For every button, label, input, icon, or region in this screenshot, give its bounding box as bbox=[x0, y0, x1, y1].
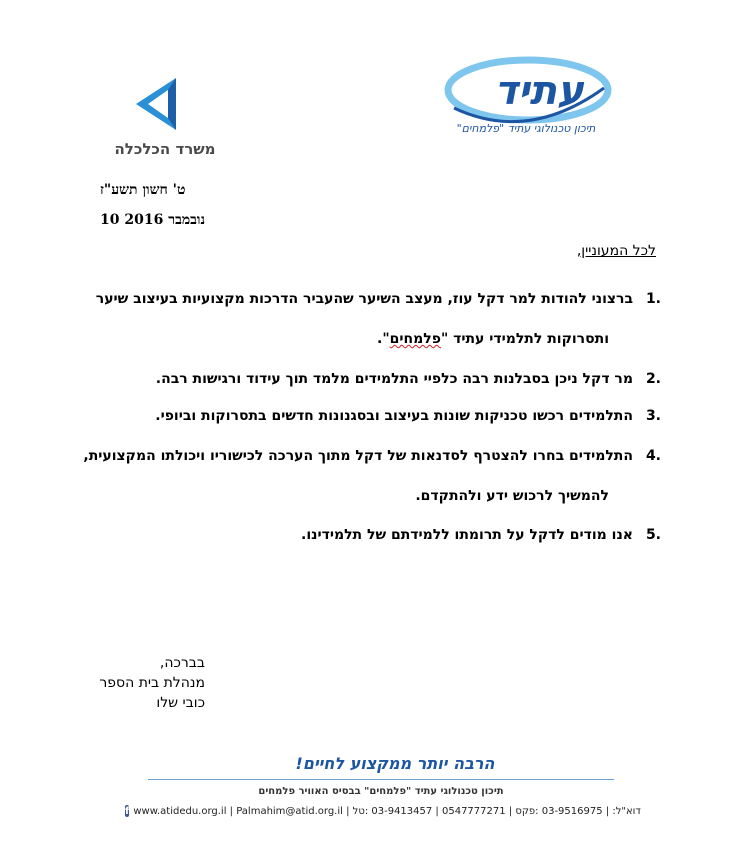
atid-subtitle: תיכון טכנולוגי עתיד "פלמחים" bbox=[456, 122, 596, 135]
item-text: התלמידים בחרו להצטרף לסדנאות של דקל מתוך הערכה לכישוריו ויכולתו המקצועית, bbox=[83, 448, 633, 464]
item-text: ברצוני להודות למר דקל עוז, מעצב השיער שהעביר הדרכות מקצועיות בעיצוב שיער bbox=[95, 291, 633, 307]
item-number: 1. bbox=[645, 291, 661, 307]
list-item-continuation bbox=[377, 331, 609, 347]
item-text-highlight: פלמחים bbox=[389, 331, 441, 347]
list-item bbox=[83, 448, 661, 464]
item-number: 3. bbox=[645, 408, 661, 424]
list-item bbox=[95, 291, 661, 307]
item-text: מר דקל ניכן בסבלנות רבה כלפיי התלמידים מלמד תוך עידוד ורגישות רבה. bbox=[155, 371, 633, 387]
footer-slogan: הרבה יותר ממקצוע לחיים! bbox=[295, 754, 495, 773]
item-text-prefix: ותסרוקות לתלמידי עתיד " bbox=[440, 331, 609, 347]
footer-divider bbox=[148, 779, 614, 780]
item-text: אנו מודים לדקל על תרומתו ללמידתם של תלמידינו. bbox=[301, 527, 633, 543]
item-number: 4. bbox=[645, 448, 661, 464]
ministry-name: משרד הכלכלה bbox=[114, 140, 216, 158]
ministry-logo bbox=[126, 74, 186, 134]
list-item bbox=[155, 408, 661, 424]
gregorian-date: 10 נובמבר 2016 bbox=[100, 212, 206, 228]
footer-contact[interactable]: www.atidedu.org.il | Palmahim@atid.org.il | דוא"ל: | 03-9516975 :פקס | 0547777271 | 03-9413457 :טל bbox=[133, 805, 641, 817]
facebook-icon[interactable]: f bbox=[125, 805, 130, 817]
signature-closing: בברכה, bbox=[159, 655, 205, 671]
greeting: לכל המעוניין, bbox=[576, 243, 656, 259]
item-number: 5. bbox=[645, 527, 661, 543]
signature-title: מנהלת בית הספר bbox=[99, 675, 205, 691]
list-item-continuation: להמשיך לרכוש ידע ולהתקדם. bbox=[415, 488, 609, 504]
hebrew-date: ט' חשון תשע"ז bbox=[100, 182, 186, 198]
footer-contact-row bbox=[125, 805, 641, 817]
item-number: 2. bbox=[645, 371, 661, 387]
list-item bbox=[301, 527, 661, 543]
atid-logo-text: עתיד bbox=[494, 68, 584, 114]
item-text-suffix: ". bbox=[377, 331, 390, 347]
list-item bbox=[155, 371, 661, 387]
footer-school-name: תיכון טכנולוגי עתיד "פלמחים" בבסיס האוויר פלמחים bbox=[258, 786, 504, 797]
item-text: התלמידים רכשו טכניקות שונות בעיצוב ובסגנונות חדשים בתסרוקות וביופי. bbox=[155, 408, 633, 424]
signature-name: כובי שלו bbox=[156, 695, 205, 711]
